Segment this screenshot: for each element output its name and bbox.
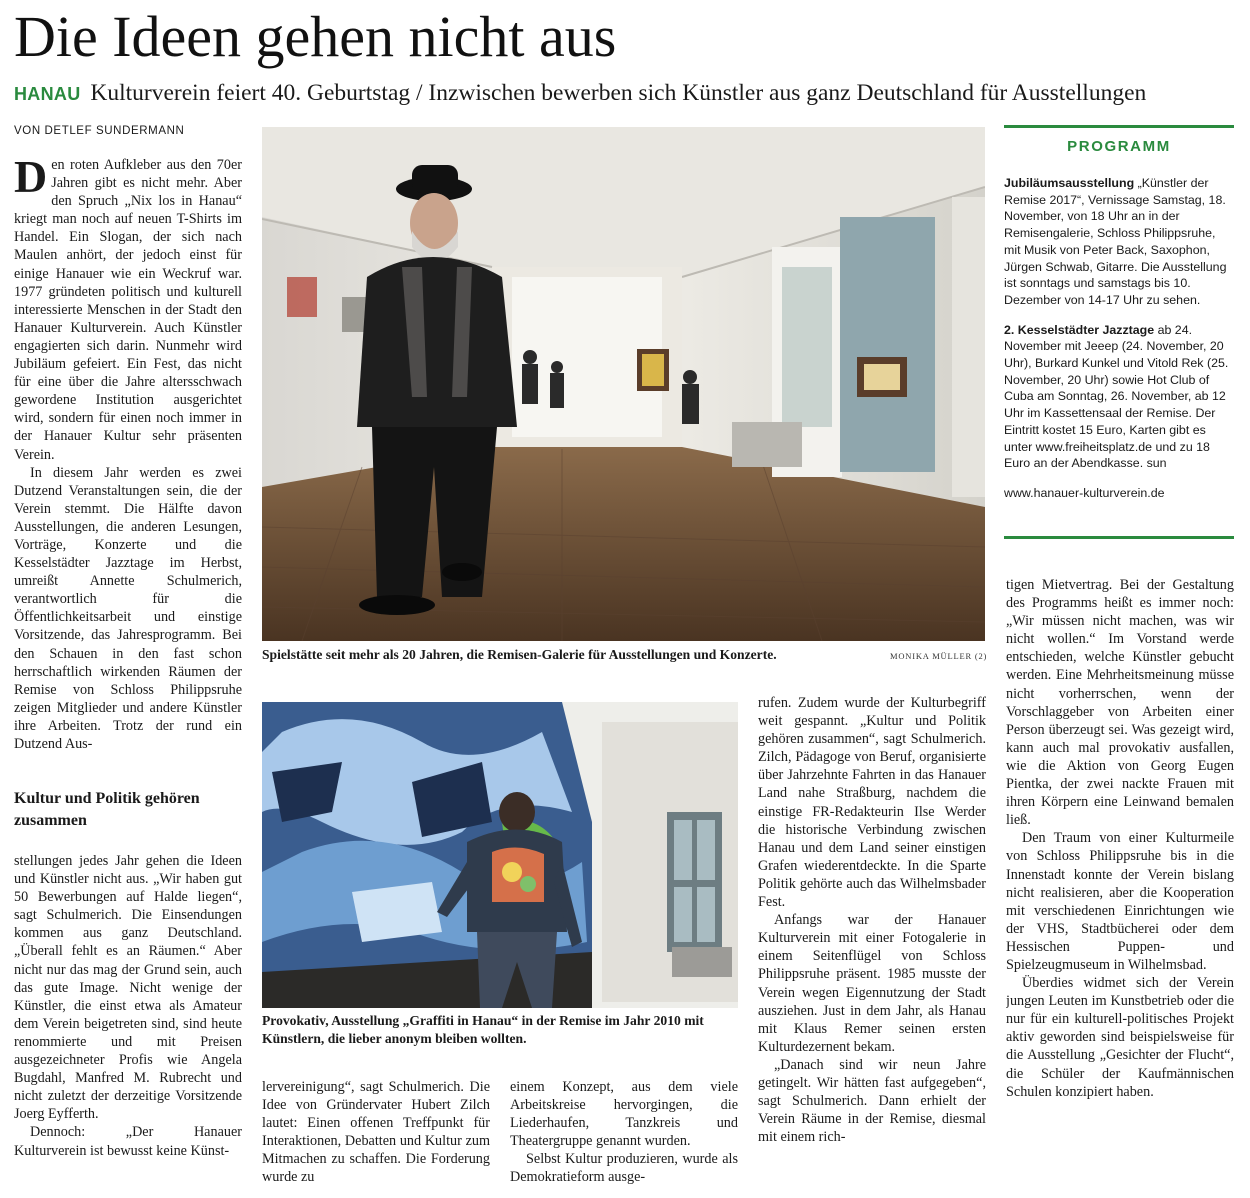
- subhead: Kultur und Politik gehören zusammen: [14, 790, 200, 829]
- program-box-body: [1004, 175, 1234, 515]
- paragraph: stellungen jedes Jahr gehen die Ideen und Künstler nicht aus. „Wir haben gut 50 Bewerbungen auf Halde liegen“, sagt Schulmerich. Die Einsendungen kommen aus ganz Deutschland. „Überall fehlt es an Räumen.“ Aber nicht nur das mag der Grund sein, auch das gute Image. Nicht wenige der Künstler, die einst etwa als Amateur dem Verein beigetreten sind, sind heute renommierte und mit Preisen ausgezeichneter Profis wie Angela Bugdahl, Manfred M. Rubrecht und nicht zuletzt der derzeitige Vorsitzende Joerg Eyfferth.: [14, 853, 242, 1123]
- program-item: [1004, 322, 1234, 472]
- paragraph: Selbst Kultur produzieren, wurde als Demokratieform ausge-: [510, 1151, 738, 1186]
- article-column-5: [1006, 576, 1234, 1196]
- paragraph: lervereinigung“, sagt Schulmerich. Die Idee von Gründervater Hubert Zilch lautet: Einen offenen Treffpunkt für Interaktionen, Debatten und Kultur zum Mitmachen zu schaffen. Die Forderung wurde zu: [262, 1079, 490, 1186]
- program-item-title: 2. Kesselstädter Jazztage: [1004, 322, 1155, 337]
- paragraph: Den Traum von einer Kulturmeile von Schloss Philippsruhe bis in die Innenstadt konnte der Verein bislang nicht realisieren, aber die Kooperation mit verschiedenen Einrichtungen wie der VHS, Stadtbücherei oder dem Hessischen Puppen- und Spielzeugmuseum in Wilhelmsbad.: [1006, 830, 1234, 973]
- program-box-title: PROGRAMM: [1067, 138, 1171, 155]
- paragraph: Überdies widmet sich der Verein jungen Leuten im Kunstbetrieb oder die nur für ein kulturell-politisches Projekt aktiv geworden sind beispielsweise für die Ausstellung „Gesichter der Flucht“, die Schüler der Kaufmännischen Schulen konzipiert haben.: [1006, 975, 1234, 1100]
- article-column-3: [510, 1078, 738, 1196]
- paragraph: In diesem Jahr werden es zwei Dutzend Veranstaltungen sein, die der Verein stemmt. Die Hälfte davon Ausstellungen, die anderen Lesungen, Vorträge, Konzerte und die Kesselstädter Jazztage im Herbst, umreißt Annette Schulmerich, verantwortlich für die Öffentlichkeitsarbeit und einstige Vorsitzende, das Jahresprogramm. Bei den Schauen in den fast schon herrschaftlich wirkenden Räumen der Remise von Schloss Philippsruhe zeigen Mitglieder und andere Künstler ihre Arbeiten. Trotz der rund ein Dutzend Aus-: [14, 464, 242, 752]
- photo-credit: MONIKA MÜLLER (2): [890, 651, 988, 661]
- paragraph: Dennoch: „Der Hanauer Kulturverein ist bewusst keine Künst-: [14, 1124, 242, 1159]
- program-info-box: [1004, 125, 1234, 539]
- photo-graffiti-exhibition: [262, 702, 738, 1008]
- program-item-text: ab 24. November mit Jeeep (24. November, 20 Uhr), Burkard Kunkel und Vitold Rek (25. November, 20 Uhr) sowie Hot Club of Cuba am Sonntag, 26. November, ab 12 Uhr im Kassettensaal der Remise. Der Eintritt kostet 15 Euro, Karten gibt es unter www.freiheitsplatz.de und zu 18 Euro an der Abendkasse. sun: [1004, 322, 1229, 471]
- article-column-1-continued: [14, 852, 242, 1196]
- paragraph: Anfangs war der Hanauer Kulturverein mit einer Fotogalerie in einem Seitenflügel von Schloss Philippsruhe präsent. 1985 musste der Verein wegen Eigennutzung der Stadt ausziehen. Just in dem Jahr, als Hanau mit Klaus Remer seinen ersten Kulturdezernent bekam.: [758, 912, 986, 1055]
- article-column-2: [262, 1078, 490, 1196]
- drop-cap: D: [14, 156, 48, 202]
- byline: VON DETLEF SUNDERMANN: [14, 125, 185, 137]
- program-item-title: Jubiläumsausstellung: [1004, 176, 1135, 190]
- paragraph: tigen Mietvertrag. Bei der Gestaltung des Programms heißt es immer noch: „Wir müssen nicht machen, was wir nicht wollen.“ Im Vorstand werde entschieden, welche Künstler gebucht werden. Eine Mehrheitsmeinung müsse nicht vorherrschen, wenn der Vorschlaggeber von Arbeiten einer Person überzeugt sei. Was gezeigt wird, kann auch mal provokativ ausfallen, wie die Aktion von Georg Eugen Pientka, der zwei nackte Frauen mit ihren Körpern eine Leinwand bemalen ließ.: [1006, 577, 1234, 829]
- article-column-4: [758, 694, 986, 1196]
- box-rule-top: [1004, 125, 1234, 128]
- photo-caption-bottom: Provokativ, Ausstellung „Graffiti in Hanau“ in der Remise im Jahr 2010 mit Künstlern, die lieber anonym bleiben wollten.: [262, 1013, 704, 1046]
- kicker-location: HANAU: [14, 84, 81, 104]
- program-item: [1004, 175, 1234, 309]
- website-link[interactable]: www.hanauer-kulturverein.de: [1004, 485, 1165, 500]
- subheadline-text: Kulturverein feiert 40. Geburtstag / Inzwischen bewerben sich Künstler aus ganz Deutschland für Ausstellungen: [90, 80, 1147, 106]
- paragraph-text: en roten Aufkleber aus den 70er Jahren gibt es nicht mehr. Aber den Spruch „Nix los in Hanau“ kriegt man noch auf neuen T-Shirts im Handel. Ein Slogan, der sich nach Maulen anhört, der jedoch einst für einige Hanauer wie ein Weckruf war. 1977 gründeten politisch und kulturell interessierte Menschen in der Stadt den Hanauer Kulturverein. Auch Künstler engagierten sich darin. Nunmehr wird Jubiläum gefeiert. Ein Fest, das nicht für eine über die Jahre altersschwach gewordene Institution ausgerichtet wird, sondern für einen noch immer in der Hanauer Kultur sehr präsenten Verein.: [14, 157, 242, 463]
- paragraph: „Danach sind wir neun Jahre getingelt. Wir hätten fast aufgegeben“, sagt Schulmerich. Dann erhielt der Verein Räume in der Remise, diesmal mit einem rich-: [758, 1056, 986, 1146]
- program-item-text: „Künstler der Remise 2017“, Vernissage Samstag, 18. November, von 18 Uhr an in der Remisengalerie, Schloss Philippsruhe, mit Musik von Peter Back, Saxophon, Jürgen Schwab, Gitarre. Die Ausstellung ist sonntags und samstags bis 10. Dezember von 14-17 Uhr zu sehen.: [1004, 176, 1227, 307]
- box-rule-bottom: [1004, 536, 1234, 539]
- article-column-1: [14, 156, 242, 776]
- photo-caption-top: Spielstätte seit mehr als 20 Jahren, die Remisen-Galerie für Ausstellungen und Konzerte.: [262, 647, 777, 662]
- paragraph: einem Konzept, aus dem viele Arbeitskreise hervorgingen, die Liederhaufen, Tanzkreis und Theatergruppe genannt wurden.: [510, 1079, 738, 1150]
- paragraph: [14, 156, 242, 464]
- headline: Die Ideen gehen nicht aus: [14, 4, 617, 69]
- photo-gallery-hall: [262, 127, 985, 641]
- subheadline: [14, 78, 1239, 109]
- paragraph: rufen. Zudem wurde der Kulturbegriff weit gespannt. „Kultur und Politik gehören zusammen“, sagt Schulmerich. Zilch, Pädagoge von Beruf, organisierte über Jahrzehnte Fahrten in das Hanauer Land nahe Straßburg, nachdem die einstige FR-Redakteurin Ilse Werder die historische Verbindung zwischen Hanau und dem Land seiner einstigen Grafen wiederentdeckte. In die Sparte Politik gehörte auch das Wilhelmsbader Fest.: [758, 695, 986, 911]
